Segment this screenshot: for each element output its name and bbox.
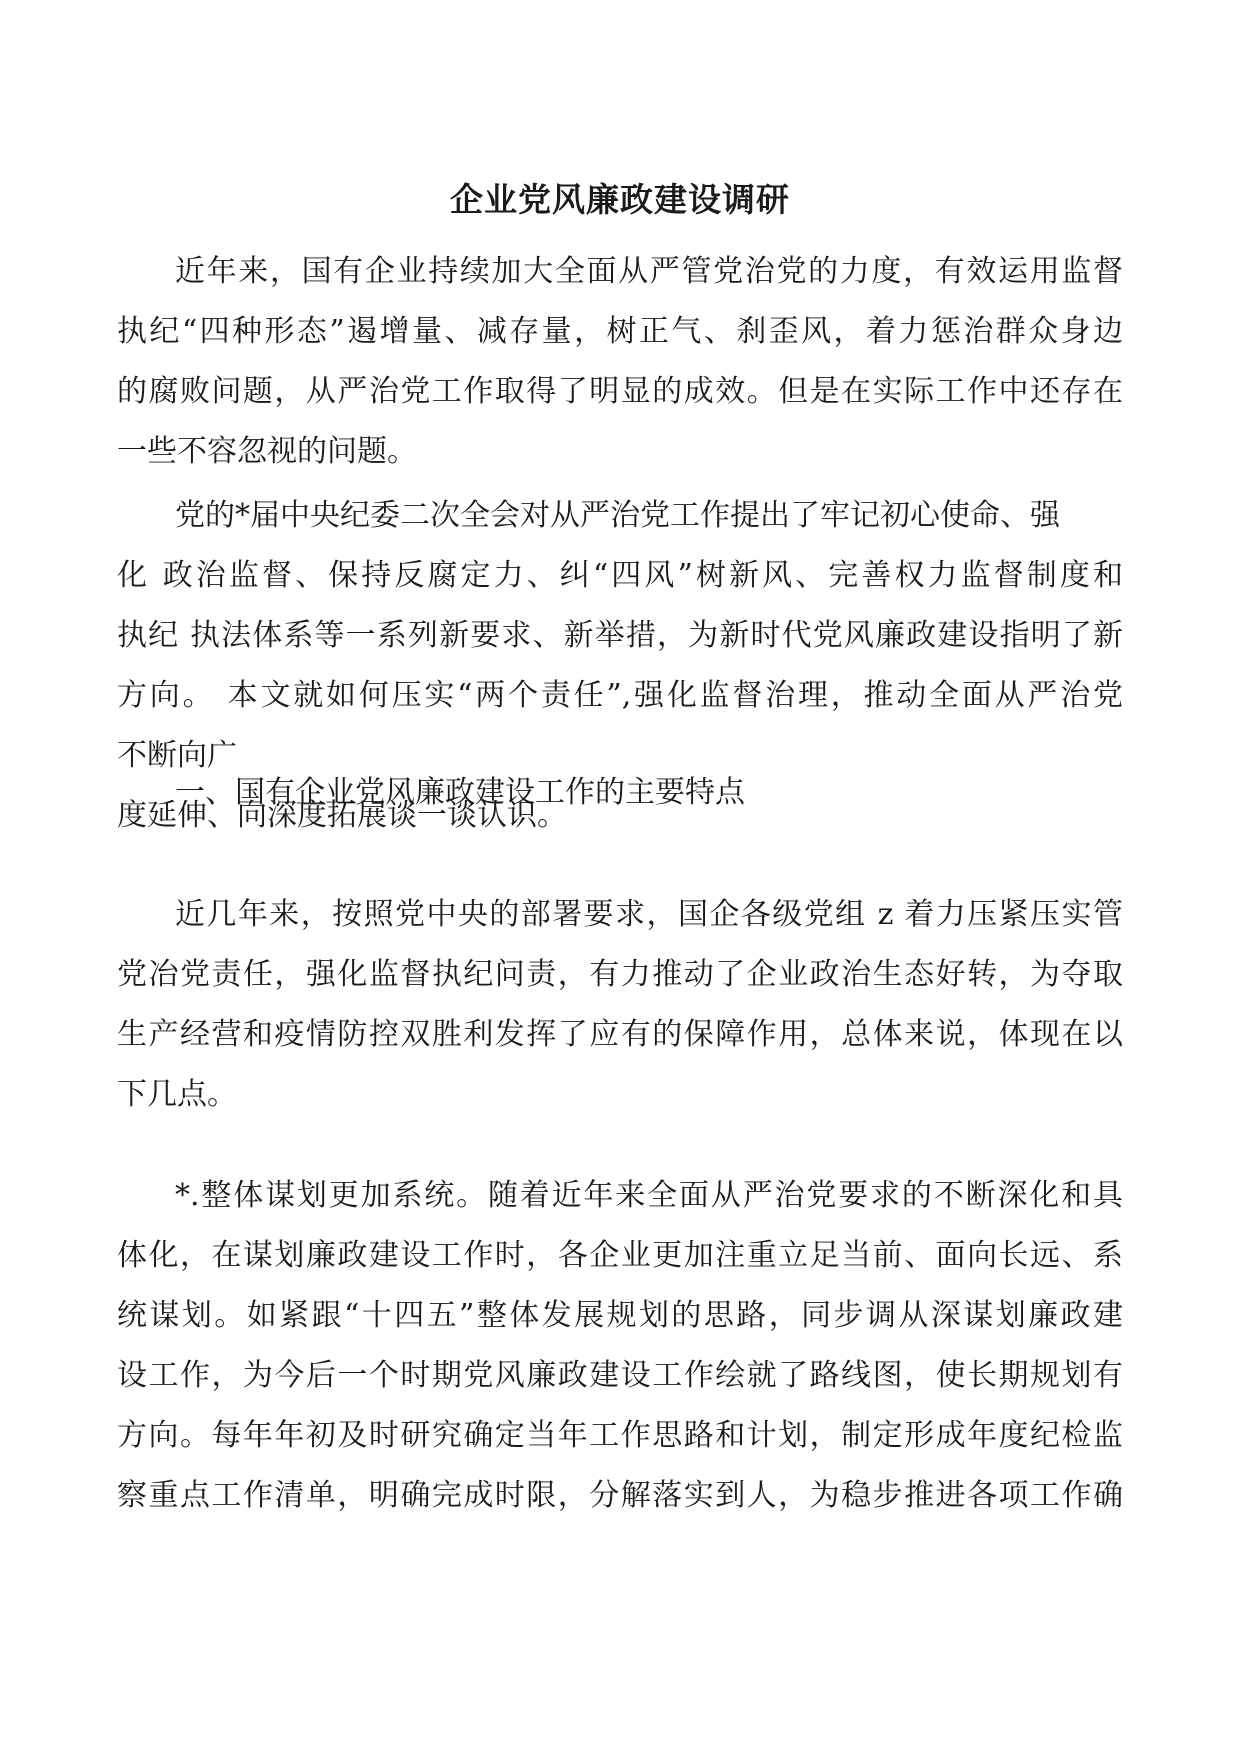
paragraph-line: 党的*届中央纪委二次全会对从严治党工作提出了牢记初心使命、强 — [175, 498, 1060, 533]
paragraph-line: 化 政治监督、保持反腐定力、纠“四风”树新风、完善权力监督制度和 — [117, 558, 1123, 593]
paragraph-point-one — [117, 1166, 1123, 1526]
paragraph-line: 察重点工作清单，明确完成时限，分解落实到人，为稳步推进各项工作确 — [117, 1478, 1123, 1513]
paragraph-line: 不断向广 — [117, 738, 237, 773]
section-heading-text: 一、国有企业党风廉政建设工作的主要特点 — [175, 775, 745, 810]
paragraph-line: 一些不容忽视的问题。 — [117, 434, 417, 469]
paragraph-line: 方向。每年年初及时研究确定当年工作思路和计划，制定形成年度纪检监 — [117, 1418, 1123, 1453]
paragraph-line: *.整体谋划更加系统。随着近年来全面从严治党要求的不断深化和具 — [175, 1178, 1123, 1213]
paragraph-line: 统谋划。如紧跟“十四五”整体发展规划的思路，同步调从深谋划廉政建 — [117, 1298, 1123, 1333]
paragraph-line: 设工作，为今后一个时期党风廉政建设工作绘就了路线图，使长期规划有 — [117, 1358, 1123, 1393]
paragraph-line: 生产经营和疫情防控双胜利发挥了应有的保障作用，总体来说，体现在以 — [117, 1017, 1123, 1052]
section-heading — [117, 763, 1123, 823]
paragraph-line: 体化，在谋划廉政建设工作时，各企业更加注重立足当前、面向长远、系 — [117, 1238, 1123, 1273]
paragraph-intro — [117, 242, 1123, 482]
paragraph-line: 下几点。 — [117, 1077, 237, 1112]
paragraph-features-overview — [117, 885, 1123, 1125]
paragraph-line: 近几年来，按照党中央的部署要求，国企各级党组 z 着力压紧压实管 — [175, 897, 1123, 932]
document-title: 企业党风廉政建设调研 — [450, 180, 790, 219]
paragraph-line: 党冶党责任，强化监督执纪问责，有力推动了企业政治生态好转，为夺取 — [117, 957, 1123, 992]
paragraph-line: 度延伸、向深度拓展谈一谈认识。 — [117, 798, 567, 833]
paragraph-line: 近年来，国有企业持续加大全面从严管党治党的力度，有效运用监督 — [175, 254, 1123, 289]
paragraph-line: 的腐败问题，从严治党工作取得了明显的成效。但是在实际工作中还存在 — [117, 374, 1123, 409]
paragraph-line: 执纪“四种形态”遏增量、减存量，树正气、刹歪风，着力惩治群众身边 — [117, 314, 1123, 349]
paragraph-line: 方向。 本文就如何压实“两个责任”,强化监督治理，推动全面从严治党 — [117, 678, 1123, 713]
paragraph-line: 执纪 执法体系等一系列新要求、新举措，为新时代党风廉政建设指明了新 — [117, 618, 1123, 653]
